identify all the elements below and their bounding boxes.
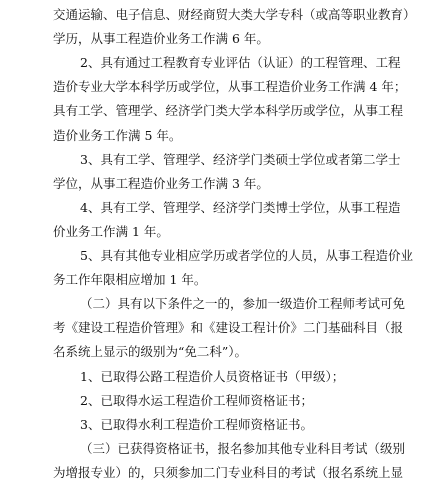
text-line: 学位，从事工程造价业务工作满 3 年。	[53, 175, 269, 191]
text-line: 2、已取得水运工程造价工程师资格证书；	[80, 392, 313, 408]
text-line: 3、具有工学、管理学、经济学门类硕士学位或者第二学士	[80, 151, 401, 167]
text-line: 交通运输、电子信息、财经商贸大类大学专科（或高等职业教育）	[53, 7, 416, 22]
text-line: 2、具有通过工程教育专业评估（认证）的工程管理、工程	[80, 55, 401, 71]
text-line: 务工作年限相应增加 1 年。	[53, 272, 207, 288]
text-line: 考《建设工程造价管理》和《建设工程计价》二门基础科目（报	[53, 320, 404, 336]
text-line: （二）具有以下条件之一的，参加一级造价工程师考试可免	[80, 296, 406, 312]
text-line: 造价业务工作满 5 年。	[53, 127, 182, 143]
text-line: 造价专业大学本科学历或学位，从事工程造价业务工作满 4 年；	[53, 79, 407, 95]
text-line: 为增报专业）的，只须参加二门专业科目的考试（报名系统上显	[53, 465, 404, 480]
text-line: 具有工学、管理学、经济学门类大学本科学历或学位，从事工程	[53, 103, 404, 119]
text-line: （三）已获得资格证书，报名参加其他专业科目考试（级别	[80, 440, 406, 456]
text-line: 名系统上显示的级别为“免二科”）。	[53, 344, 248, 360]
text-line: 5、具有其他专业相应学历或者学位的人员，从事工程造价业	[80, 248, 413, 264]
text-line: 3、已取得水利工程造价工程师资格证书。	[80, 416, 313, 432]
text-line: 学历，从事工程造价业务工作满 6 年。	[53, 31, 269, 47]
text-line: 4、具有工学、管理学、经济学门类博士学位，从事工程造	[80, 199, 401, 215]
text-line: 价业务工作满 1 年。	[53, 223, 169, 239]
text-line: 1、已取得公路工程造价人员资格证书（甲级）；	[80, 368, 345, 384]
